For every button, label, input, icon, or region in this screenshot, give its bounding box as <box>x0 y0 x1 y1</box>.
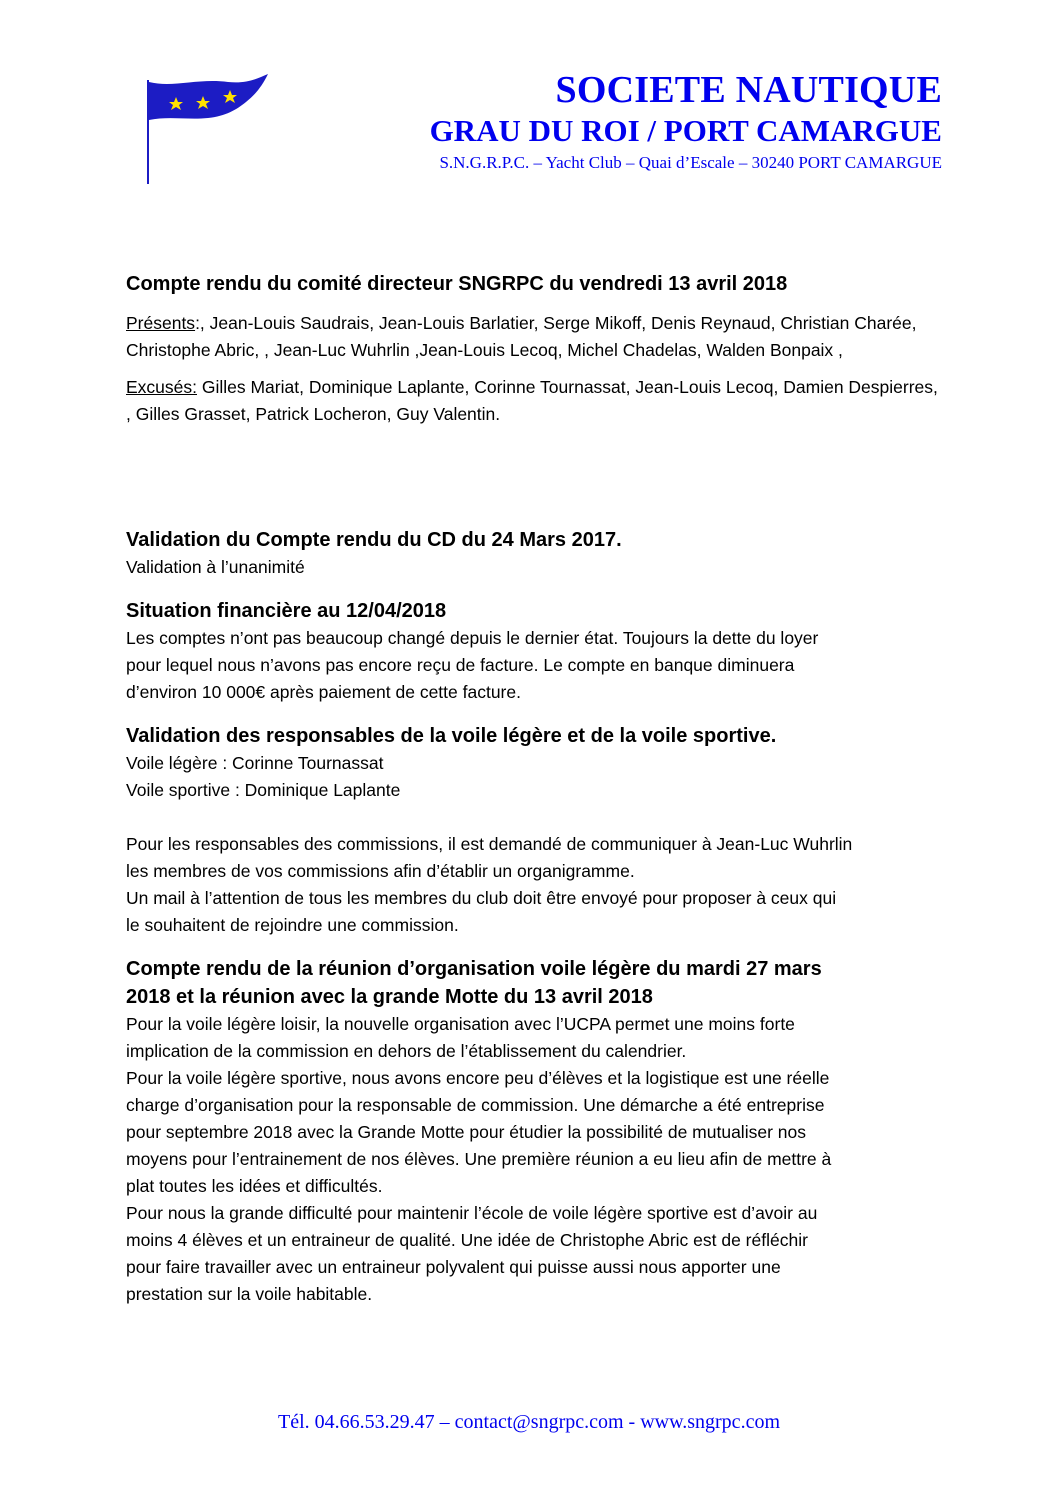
section-title: Situation financière au 12/04/2018 <box>126 600 447 622</box>
excused-paragraph <box>126 374 938 428</box>
section-minutes-validation <box>126 526 938 581</box>
attendees-list: :, Jean-Louis Saudrais, Jean-Louis Barlatier, Serge Mikoff, Denis Reynaud, Christian Charée, Christophe Abric, , Jean-Luc Wuhrlin ,Jean-Louis Lecoq, Michel Chadelas, Walden Bonpaix , <box>126 313 917 360</box>
section-line: Pour les responsables des commissions, il est demandé de communiquer à Jean-Luc Wuhrlin <box>126 834 853 854</box>
excused-list: Gilles Mariat, Dominique Laplante, Corinne Tournassat, Jean-Louis Lecoq, Damien Despierres, , Gilles Grasset, Patrick Locheron, Guy Valentin. <box>126 377 938 424</box>
section-line: moyens pour l’entrainement de nos élèves. Une première réunion a eu lieu afin de mettre à <box>126 1149 832 1169</box>
footer-contact: Tél. 04.66.53.29.47 – contact@sngrpc.com - www.sngrpc.com <box>277 1411 780 1433</box>
excused-label: Excusés: <box>126 377 197 397</box>
section-line: Voile légère : Corinne Tournassat <box>126 753 384 773</box>
section-line: prestation sur la voile habitable. <box>126 1284 373 1304</box>
section-line: moins 4 élèves et un entraineur de qualité. Une idée de Christophe Abric est de réfléchir <box>126 1230 808 1250</box>
section-line: Les comptes n’ont pas beaucoup changé depuis le dernier état. Toujours la dette du loyer <box>126 628 819 648</box>
section-title: Validation du Compte rendu du CD du 24 Mars 2017. <box>126 529 622 551</box>
section-line: d’environ 10 000€ après paiement de cette facture. <box>126 682 521 702</box>
section-line: Pour nous la grande difficulté pour maintenir l’école de voile légère sportive est d’avoir au <box>126 1203 818 1223</box>
document-title: Compte rendu du comité directeur SNGRPC du vendredi 13 avril 2018 <box>126 273 788 295</box>
section-line: Validation à l’unanimité <box>126 557 305 577</box>
section-sailing-managers <box>126 722 938 939</box>
section-line: Pour la voile légère sportive, nous avons encore peu d’élèves et la logistique est une réelle <box>126 1068 830 1088</box>
section-line: charge d’organisation pour la responsable de commission. Une démarche a été entreprise <box>126 1095 825 1115</box>
organization-location: GRAU DU ROI / PORT CAMARGUE <box>429 113 942 148</box>
yacht-club-burgee-flag-icon <box>138 72 278 187</box>
section-line: plat toutes les idées et difficultés. <box>126 1176 383 1196</box>
attendees-paragraph <box>126 310 938 364</box>
section-line: Pour la voile légère loisir, la nouvelle organisation avec l’UCPA permet une moins forte <box>126 1014 795 1034</box>
attendees-label: Présents <box>126 313 196 333</box>
organization-name: SOCIETE NAUTIQUE <box>555 69 942 111</box>
section-financial-situation <box>126 597 938 706</box>
document-body <box>126 270 938 1308</box>
letterhead <box>430 68 942 174</box>
section-line: les membres de vos commissions afin d’établir un organigramme. <box>126 861 635 881</box>
section-light-sailing-meeting <box>126 955 938 1308</box>
section-line: le souhaitent de rejoindre une commission. <box>126 915 459 935</box>
section-line: implication de la commission en dehors de l’établissement du calendrier. <box>126 1041 687 1061</box>
section-title-line-1: Compte rendu de la réunion d’organisation voile légère du mardi 27 mars <box>126 958 822 980</box>
section-title-line-2: 2018 et la réunion avec la grande Motte du 13 avril 2018 <box>126 986 653 1008</box>
section-title: Validation des responsables de la voile légère et de la voile sportive. <box>126 725 777 747</box>
organization-address: S.N.G.R.P.C. – Yacht Club – Quai d’Escale – 30240 PORT CAMARGUE <box>439 153 942 172</box>
section-line: pour septembre 2018 avec la Grande Motte pour étudier la possibilité de mutualiser nos <box>126 1122 806 1142</box>
section-line: Voile sportive : Dominique Laplante <box>126 780 401 800</box>
section-line: Un mail à l’attention de tous les membres du club doit être envoyé pour proposer à ceux qui <box>126 888 837 908</box>
section-line: pour faire travailler avec un entraineur polyvalent qui puisse aussi nous apporter une <box>126 1257 781 1277</box>
section-line: pour lequel nous n’avons pas encore reçu de facture. Le compte en banque diminuera <box>126 655 795 675</box>
